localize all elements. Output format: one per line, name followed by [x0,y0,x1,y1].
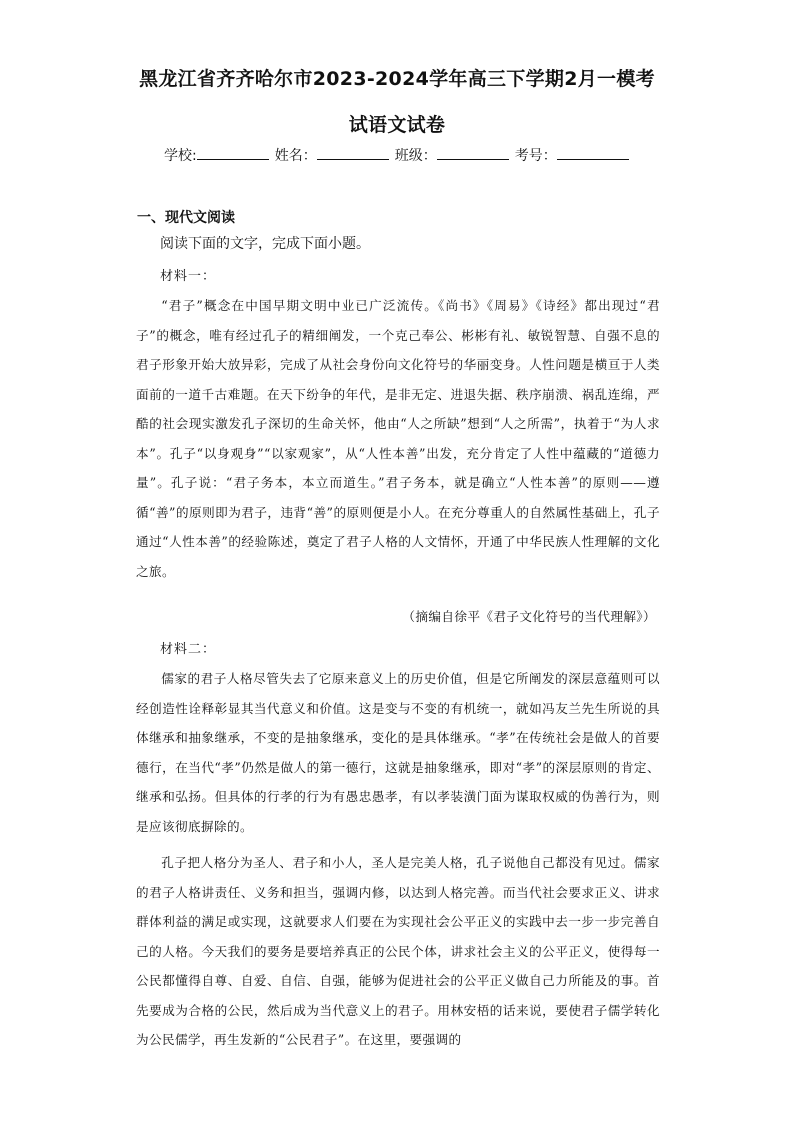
exam-title-line2: 试语文试卷 [348,114,446,136]
name-label: 姓名： [274,148,317,164]
name-blank[interactable] [317,145,389,160]
school-label: 学校: [164,148,197,164]
number-label: 考号： [514,148,557,164]
material1-paragraph: “君子”概念在中国早期文明中业已广泛流传。《尚书》《周易》《诗经》都出现过“君子”的概念，唯有经过孔子的精细阐发，一个克己奉公、彬彬有礼、敏锐智慧、自强不息的君子形象开始大放异彩，完成了从社会身份向文化符号的华丽变身。人性问题是横亘于人类面前的一道千古难题。在天下纷争的年代，是非无定、进退失据、秩序崩溃、祸乱连绵，严酷的社会现实激发孔子深切的生命关怀，他由“人之所缺”想到“人之所需”，执着于“为人求本”。孔子“以身观身”“以家观家”，从“人性本善”出发，充分肯定了人性中蕴藏的“道德力量”。孔子说：“君子务本，本立而道生。”君子务本，就是确立“人性本善”的原则——遵循“善”的原则即为君子，违背“善”的原则便是小人。在充分尊重人的自然属性基础上，孔子通过“人性本善”的经验陈述，奠定了君子人格的人文情怀，开通了中华民族人性理解的文化之旅。 [136,298,660,579]
material1-label: 材料一： [160,269,217,284]
student-info-row [164,145,635,165]
number-blank[interactable] [557,145,629,160]
exam-title-line1: 黑龙江省齐齐哈尔市2023-2024学年高三下学期2月一模考 [139,68,655,90]
material2-paragraph1: 儒家的君子人格尽管失去了它原来意义上的历史价值，但是它所阐发的深层意蕴则可以经创造性诠释彰显其当代意义和价值。这是变与不变的有机统一，就如冯友兰先生所说的具体继承和抽象继承，不变的是抽象继承，变化的是具体继承。“孝”在传统社会是做人的首要德行，在当代“孝”仍然是做人的第一德行，这就是抽象继承，即对“孝”的深层原则的肯定、继承和弘扬。但具体的行孝的行为有愚忠愚孝，有以孝装潢门面为谋取权威的伪善行为，则是应该彻底摒除的。 [136,671,660,834]
material2-label: 材料二： [160,642,217,657]
material1-source: （摘编自徐平《君子文化符号的当代理解》） [402,609,656,624]
school-blank[interactable] [197,145,269,160]
class-blank[interactable] [437,145,509,160]
class-label: 班级： [394,148,437,164]
material2-paragraph2: 孔子把人格分为圣人、君子和小人，圣人是完美人格，孔子说他自己都没有见过。儒家的君子人格讲责任、义务和担当，强调内修，以达到人格完善。而当代社会要求正义、讲求群体利益的满足或实现，这就要求人们要在为实现社会公平正义的实践中去一步一步完善自己的人格。今天我们的要务是要培养真正的公民个体，讲求社会主义的公平正义，使得每一公民都懂得自尊、自爱、自信、自强，能够为促进社会的公平正义做自己力所能及的事。首先要成为合格的公民，然后成为当代意义上的君子。用林安梧的话来说，要使君子儒学转化为公民儒学，再生发新的“公民君子”。在这里，要强调的 [136,855,660,1047]
section-heading: 一、现代文阅读 [137,210,235,226]
reading-instruction: 阅读下面的文字，完成下面小题。 [160,236,370,252]
